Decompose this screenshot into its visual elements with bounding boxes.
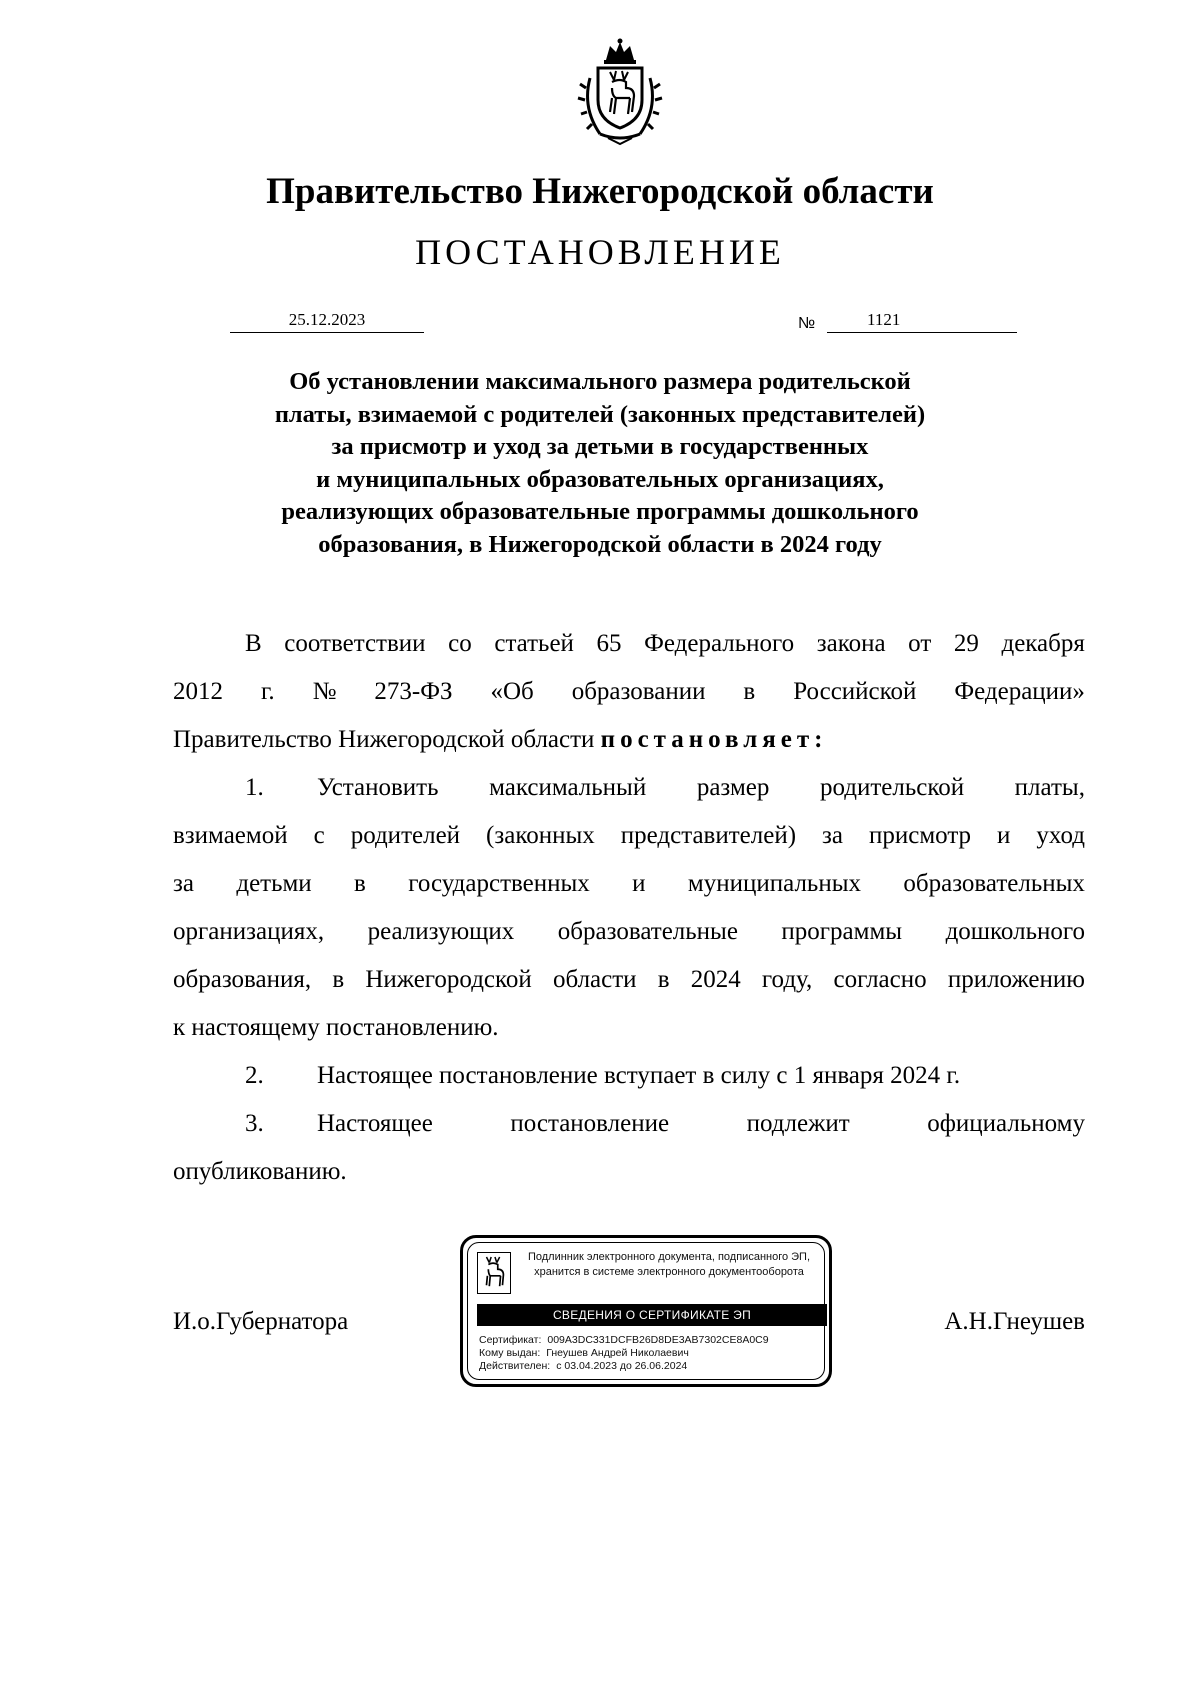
item-1-line-5	[173, 956, 1085, 1004]
certificate-info-bar: СВЕДЕНИЯ О СЕРТИФИКАТЕ ЭП	[477, 1304, 827, 1326]
word: г.	[260, 678, 275, 705]
word: №	[312, 678, 337, 705]
subject-line: образования, в Нижегородской области в 2024 году	[318, 530, 882, 558]
intro-line-2	[173, 668, 1085, 716]
stamp-header	[519, 1250, 819, 1280]
document-number-line	[827, 310, 1017, 333]
word: году,	[761, 966, 813, 993]
subject-line: реализующих образовательные программы дошкольного	[281, 498, 919, 525]
subject-line: и муниципальных образовательных организациях,	[316, 465, 884, 493]
signer-title: И.о.Губернатора	[173, 1308, 349, 1335]
subject-line: за присмотр и уход за детьми в государственных	[331, 433, 869, 460]
word: государственных	[408, 870, 590, 897]
document-number: 1121	[867, 310, 901, 329]
deer-logo-icon	[477, 1252, 511, 1294]
word: родителей	[350, 822, 461, 849]
word: 273-ФЗ	[374, 678, 453, 705]
word: дошкольного	[945, 918, 1085, 945]
word: декабря	[1001, 630, 1085, 657]
word: «Об	[490, 678, 534, 705]
word: муниципальных	[687, 870, 862, 897]
item-3-line-1-text	[317, 1100, 1085, 1148]
word: представителей)	[620, 822, 797, 849]
word: образовательные	[557, 918, 738, 945]
valid-label: Действителен:	[479, 1360, 551, 1372]
issued-to-value: Гнеушев Андрей Николаевич	[546, 1347, 689, 1359]
item-1-line-2	[173, 812, 1085, 860]
word: и	[997, 822, 1011, 849]
stamp-header-line-2: хранится в системе электронного документооборота	[534, 1266, 804, 1278]
intro-text: Правительство Нижегородской области	[173, 726, 601, 753]
word: в	[354, 870, 366, 897]
certificate-details	[479, 1334, 769, 1373]
word: присмотр	[868, 822, 972, 849]
word: в	[743, 678, 756, 705]
word: официальному	[927, 1110, 1085, 1137]
word: в	[332, 966, 345, 993]
item-2	[173, 1052, 1085, 1100]
word: в	[657, 966, 670, 993]
valid-row	[479, 1360, 769, 1373]
subject-line: Об установлении максимального размера родительской	[289, 368, 911, 395]
word: подлежит	[746, 1110, 850, 1137]
signer-name: А.Н.Гнеушев	[944, 1308, 1085, 1335]
word: родительской	[819, 774, 965, 801]
word: 65	[596, 630, 622, 657]
document-date: 25.12.2023	[230, 310, 424, 333]
word: закона	[816, 630, 886, 657]
document-body	[173, 620, 1085, 1196]
word: Настоящее	[317, 1110, 433, 1137]
word: Установить	[317, 774, 439, 801]
word: 29	[953, 630, 979, 657]
word: размер	[696, 774, 770, 801]
subject-line: платы, взимаемой с родителей (законных представителей)	[274, 400, 926, 428]
item-1-line-4	[173, 908, 1085, 956]
organization-title: Правительство Нижегородской области	[266, 171, 934, 212]
item-2-text: Настоящее постановление вступает в силу с 1 января 2024 г.	[317, 1062, 961, 1089]
item-1-number: 1.	[245, 774, 264, 801]
item-1-line-3	[173, 860, 1085, 908]
word: образования,	[173, 966, 312, 993]
word: от	[908, 630, 932, 657]
issued-to-row	[479, 1347, 769, 1360]
decree-word: постановляет:	[600, 726, 828, 753]
certificate-label: Сертификат:	[479, 1334, 542, 1346]
word: постановление	[510, 1110, 670, 1137]
word: статьей	[494, 630, 574, 657]
word: программы	[781, 918, 903, 945]
word: со	[448, 630, 472, 657]
number-label: №	[798, 315, 816, 332]
item-3-line-1	[173, 1100, 1085, 1148]
stamp-header-line-1: Подлинник электронного документа, подписанного ЭП,	[527, 1251, 811, 1263]
word: организациях,	[173, 918, 325, 945]
word: Российской	[793, 678, 917, 705]
word: с	[313, 822, 325, 849]
intro-line-1	[173, 620, 1085, 668]
issued-to-label: Кому выдан:	[479, 1347, 541, 1359]
word: образовании	[571, 678, 706, 705]
word: платы,	[1014, 774, 1085, 801]
word: соответствии	[284, 630, 426, 657]
word: Нижегородской	[365, 966, 532, 993]
word: за	[173, 870, 194, 897]
word: согласно	[833, 966, 927, 993]
word: взимаемой	[173, 822, 288, 849]
item-1-line-1-text	[317, 764, 1085, 812]
certificate-row	[479, 1334, 769, 1347]
word: приложению	[947, 966, 1085, 993]
intro-line-3	[173, 716, 1085, 764]
electronic-signature-stamp	[460, 1235, 832, 1387]
word: Федерального	[644, 630, 795, 657]
word: уход	[1036, 822, 1085, 849]
item-3-number: 3.	[245, 1110, 264, 1137]
word: максимальный	[489, 774, 647, 801]
word: образовательных	[903, 870, 1085, 897]
item-1-line-6: к настоящему постановлению.	[173, 1014, 499, 1041]
word: 2024	[690, 966, 741, 993]
word: реализующих	[367, 918, 515, 945]
word: 2012	[173, 678, 223, 705]
item-3-line-2: опубликованию.	[173, 1158, 347, 1185]
certificate-value: 009A3DC331DCFB26D8DE3AB7302CE8A0C9	[547, 1334, 769, 1346]
word: Федерации»	[954, 678, 1085, 705]
item-1-line-1	[173, 764, 1085, 812]
document-subject	[170, 366, 1030, 561]
document-type: ПОСТАНОВЛЕНИЕ	[415, 232, 785, 272]
valid-value: с 03.04.2023 до 26.06.2024	[556, 1360, 688, 1372]
word: и	[632, 870, 646, 897]
word: области	[552, 966, 637, 993]
word: В	[245, 630, 262, 657]
word: детьми	[236, 870, 312, 897]
word: (законных	[486, 822, 595, 849]
word: за	[822, 822, 843, 849]
item-2-number: 2.	[245, 1062, 264, 1089]
coat-of-arms-emblem	[576, 38, 664, 146]
